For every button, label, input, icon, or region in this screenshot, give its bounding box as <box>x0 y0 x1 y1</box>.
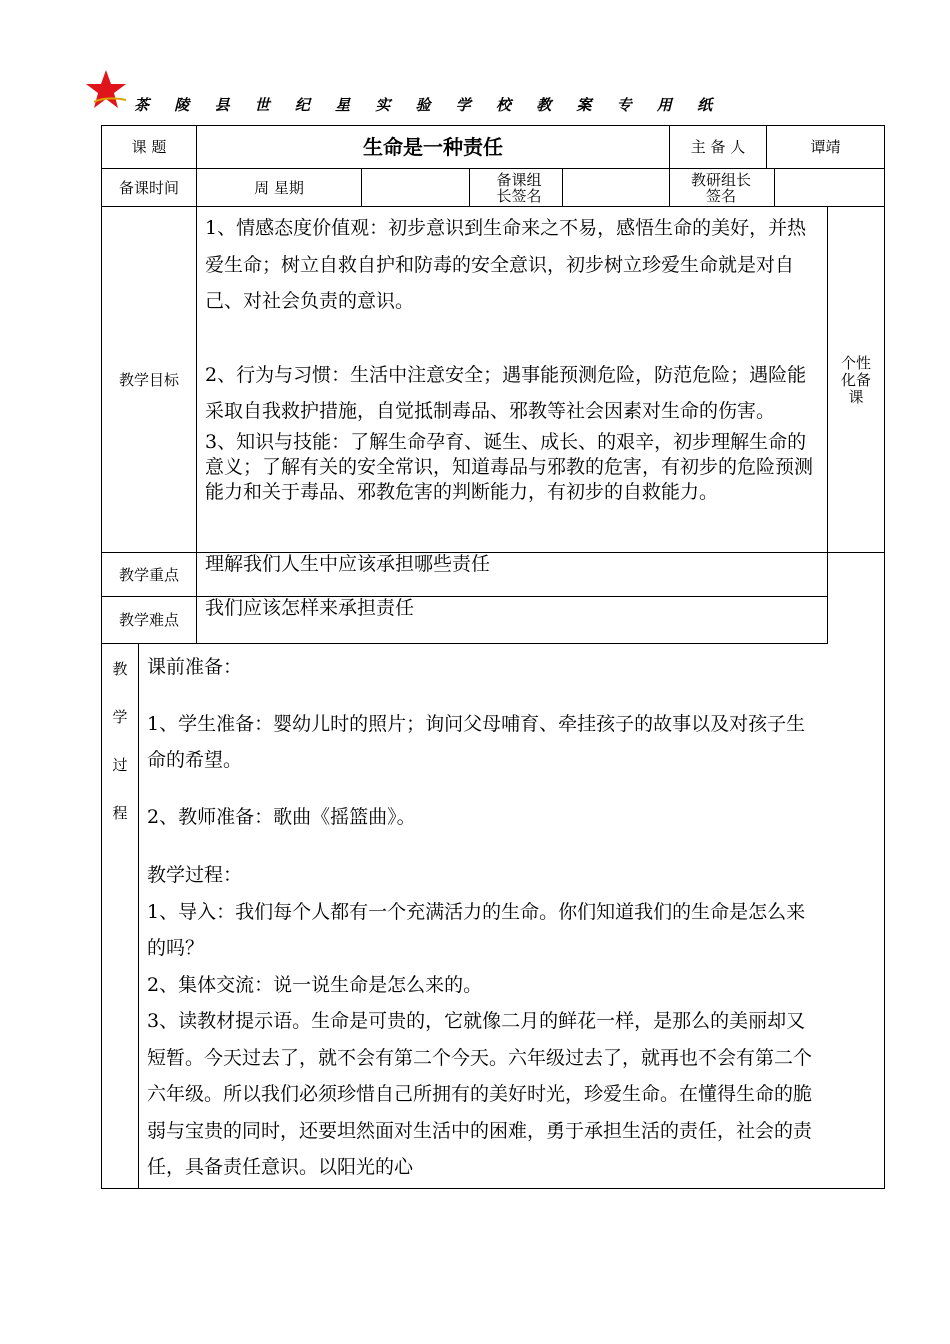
time-value: 周 星期 <box>254 178 304 197</box>
goal-item: 1、情感态度价值观：初步意识到生命来之不易，感悟生命的美好，并热爱生命；树立自救自护和防毒的安全意识，初步树立珍爱生命就是对自己、对社会负责的意识。 <box>205 217 807 312</box>
goals-content <box>205 210 821 505</box>
goal-item: 3、知识与技能：了解生命孕育、诞生、成长、的艰辛，初步理解生命的意义；了解有关的安全常识，知道毒品与邪教的危害，有初步的危险预测能力和关于毒品、邪教危害的判断能力，有初步的自救能力。 <box>205 430 814 503</box>
difficulty-value: 我们应该怎样来承担责任 <box>205 597 415 619</box>
group-leader-label: 备课组长签名 <box>496 170 542 205</box>
key-value: 理解我们人生中应该承担哪些责任 <box>205 553 491 575</box>
goals-label: 教学目标 <box>118 370 179 389</box>
topic-label: 课 题 <box>131 138 167 156</box>
lead-label: 主 备 人 <box>690 138 746 156</box>
lead-value: 谭靖 <box>810 138 841 156</box>
steps-title: 教学过程： <box>147 864 243 886</box>
school-name-header: 茶 陵 县 世 纪 星 实 验 学 校 教 案 专 用 纸 <box>134 96 723 114</box>
step-item: 1、导入：我们每个人都有一个充满活力的生命。你们知道我们的生命是怎么来的吗？ <box>147 900 806 959</box>
prep-item: 1、学生准备：婴幼儿时的照片；询问父母哺育、牵挂孩子的故事以及对孩子生命的希望。 <box>147 712 806 771</box>
key-label: 教学重点 <box>118 565 179 584</box>
difficulty-label: 教学难点 <box>118 611 179 629</box>
personal-prep-label: 个性化备课 <box>840 353 871 406</box>
topic-value: 生命是一种责任 <box>363 135 503 159</box>
prep-item: 2、教师准备：歌曲《摇篮曲》。 <box>147 805 416 828</box>
prep-title: 课前准备： <box>147 656 243 678</box>
research-leader-label: 教研组长签名 <box>690 170 751 205</box>
process-label: 教 学 过 程 <box>112 660 128 822</box>
step-item: 2、集体交流：说一说生命是怎么来的。 <box>147 973 483 996</box>
process-content <box>147 649 821 1186</box>
goal-item: 2、行为与习惯：生活中注意安全；遇事能预测危险，防范危险；遇险能采取自我救护措施，自觉抵制毒品、邪教等社会因素对生命的伤害。 <box>205 363 807 422</box>
time-label: 备课时间 <box>118 178 179 197</box>
step-item: 3、读教材提示语。生命是可贵的，它就像二月的鲜花一样，是那么的美丽却又短暂。今天过去了，就不会有第二个今天。六年级过去了，就再也不会有第二个六年级。所以我们必须珍惜自己所拥有的美好时光，珍爱生命。在懂得生命的脆弱与宝贵的同时，还要坦然面对生活中的困难，勇于承担生活的责任，社会的责任，具备责任意识。以阳光的心 <box>147 1010 813 1178</box>
star-logo-icon <box>86 68 130 112</box>
